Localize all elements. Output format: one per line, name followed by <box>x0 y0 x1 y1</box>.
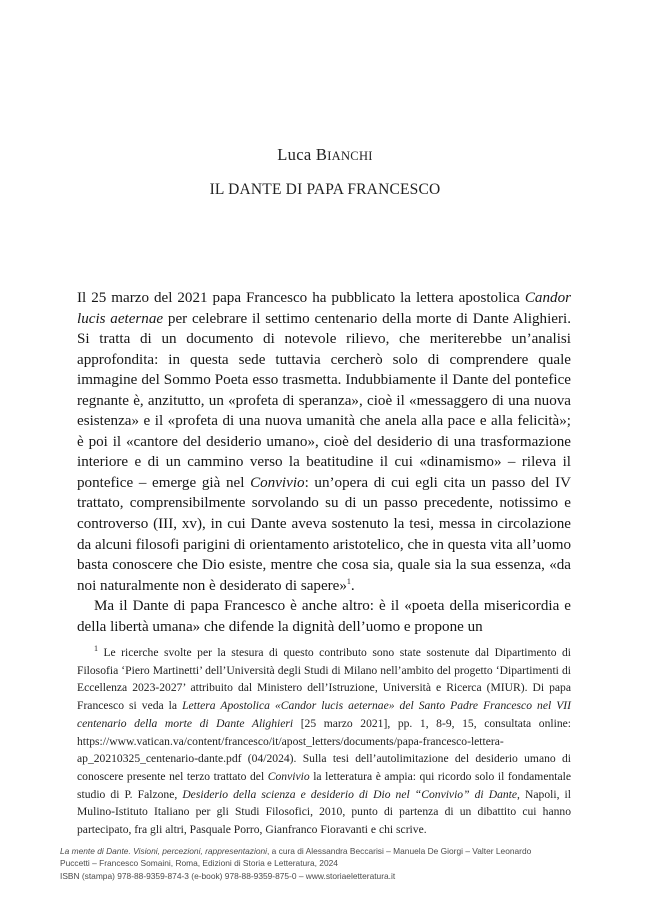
text-run: , Napoli, il Mulino-Istituto Italiano per gli Studi Filosofici, 2010, punto di partenza di un dibattito cui hanno partecipato, fra gli altri, Pasquale Porro, Gianfranco Fioravanti e chi scrive. <box>77 787 571 837</box>
footnote-marker: 1 <box>94 644 98 654</box>
colophon-book-title: La mente di Dante. Visioni, percezioni, rappresentazioni <box>60 846 268 856</box>
text-run: [25 marzo 2021], pp. 1, 8-9, 15, consultata online: https://www.vatican.va/content/francesco/it/apost_letters/documents/papa-francesco-lettera-ap_20210325_centenario-dante.pdf (04/2024). Sulla tesi dell’autolimitazione del desiderio umano di conoscere presente nel terzo trattato del <box>77 716 571 783</box>
italic-run: Lettera Apostolica «Candor lucis aeternae» del Santo Padre Francesco nel VII centenario della morte di Dante Alighieri <box>77 699 572 730</box>
paragraph-2: Ma il Dante di papa Francesco è anche altro: è il «poeta della misericordia e della libertà umana» che difende la dignità dell’uomo e propone un <box>77 598 571 635</box>
text-run: la letteratura è ampia: qui ricordo solo il fondamentale studio di P. Falzone, <box>77 769 571 801</box>
text-run: Le ricerche svolte per la stesura di questo contributo sono state sostenute dal Dipartimento di Filosofia ‘Piero Martinetti’ dell’Università degli Studi di Milano nell’ambito del progetto ‘Dipartimenti di Eccellenza 2023-2027’ attribuito dal Ministero dell’Istruzione, Università e Ricerca (MIUR). Di papa Francesco si veda la <box>77 646 571 713</box>
italic-run: Desiderio della scienza e desiderio di Dio nel “Convivio” di Dante <box>182 787 518 801</box>
colophon-editors: , a cura di Alessandra Beccarisi – Manuela De Giorgi – Valter Leonardo <box>267 846 532 856</box>
article-title: IL DANTE DI PAPA FRANCESCO <box>209 181 441 198</box>
italic-run: Convivio <box>250 474 305 491</box>
italic-run: Convivio <box>267 769 310 783</box>
text-run: . <box>350 577 355 594</box>
text-run: : un’opera di cui egli cita un passo del IV trattato, comprensibilmente sorvolando su di un passo precedente, notissimo e controverso (III, xv), in cui Dante aveva sostenuto la tesi, messa in circolazione da alcuni filosofi parigini di orientamento aristotelico, che in questa vita all’uomo basta conoscere che Dio esiste, mentre che cosa sia, quale sia la sua essenza, «da noi naturalmente non è desiderato di sapere» <box>77 474 571 594</box>
author-last-initial: B <box>315 145 328 164</box>
colophon-line-1 <box>60 845 580 857</box>
main-text <box>77 288 571 637</box>
author-name <box>0 145 650 165</box>
colophon-isbn: ISBN (stampa) 978-88-9359-874-3 (e-book) 978-88-9359-875-0 – www.storiaeletteratura.it <box>60 870 396 881</box>
paragraph-1 <box>77 288 571 596</box>
italic-run: Candor lucis aeternae <box>77 290 571 327</box>
author-last-rest: IANCHI <box>327 149 373 163</box>
footnote-marker: 1 <box>346 576 351 586</box>
footnote-1 <box>77 644 571 839</box>
text-run: per celebrare il settimo centenario della morte di Dante Alighieri. Si tratta di un documento di notevole rilievo, che meriterebbe un’analisi approfondita: in questa sede tuttavia cercherò solo di comprendere quale immagine del Sommo Poeta esso trasmetta. Indubbiamente il Dante del pontefice regnante è, anzitutto, un «profeta di speranza», cioè il «messaggero di una nuova esistenza» e il «profeta di una nuova umanità che anela alla pace e alla felicità»; è poi il «cantore del desiderio umano», cioè del desiderio di una trasformazione interiore e di un cammino verso la beatitudine il cui «dinamismo» – rileva il pontefice – emerge già nel <box>77 310 571 491</box>
colophon <box>60 845 580 882</box>
footnote-text <box>77 644 571 839</box>
colophon-line-2: Puccetti – Francesco Somaini, Roma, Edizioni di Storia e Letteratura, 2024 <box>60 858 338 869</box>
text-run: Il 25 marzo del 2021 papa Francesco ha pubblicato la lettera apostolica <box>77 290 525 306</box>
author-first-name: Luca <box>277 145 316 164</box>
